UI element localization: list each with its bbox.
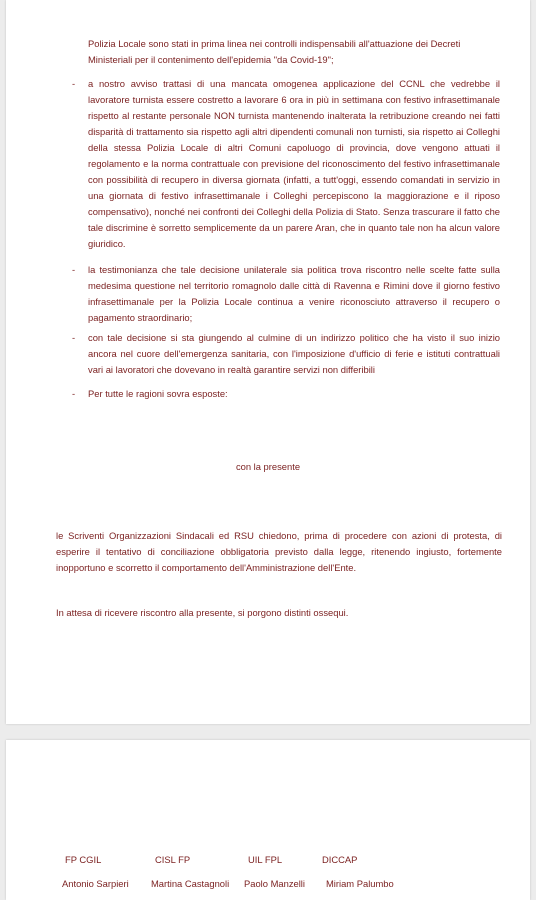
bullet-dash: - [72, 332, 76, 343]
document-page-2 [6, 740, 530, 900]
signature-name: Antonio Sarpieri [62, 878, 129, 889]
signature-name: Martina Castagnoli [151, 878, 230, 889]
signature-org: CISL FP [155, 854, 191, 865]
signature-name: Paolo Manzelli [244, 878, 305, 889]
bullet-dash: - [72, 78, 76, 89]
bullet-text: Per tutte le ragioni sovra esposte: [88, 388, 228, 399]
signature-org: UIL FPL [248, 854, 283, 865]
bullet-text: a nostro avviso trattasi di una mancata omogenea applicazione del CCNL che vedrebbe il lavoratore turnista essere costretto a lavorare 6 ora in più in settimana con festivo infrasettimanale rispetto al restante personale NON turnista mantenendo inalterata la retribuzione creando nei fatti disparità di trattamento sia rispetto agli altri dipendenti comunali non turnisti, sia rispetto ai Colleghi della stessa Polizia Locale di altri Comuni capoluogo di provincia, dove vengono attuati il regolamento e la norma contrattuale con previsione del riconoscimento del festivo infrasettimanale con possibilità di recupero in diversa giornata (infatti, a tutt'oggi, essendo comandati in servizio in una giornata di festivo infrasettimanale i Colleghi percepiscono la maggiorazione e il riposo compensativo), nonché nei confronti dei Colleghi della Polizia di Stato. Senza trascurare il fatto che tale discrimine è sorretto semplicemente da un parere Aran, che in quanto tale non ha alcun valore giuridico. [88, 78, 500, 249]
intro-paragraph: Polizia Locale sono stati in prima linea nei controlli indispensabili all'attuazione dei Decreti Ministeriali per il contenimento dell'epidemia "da Covid-19"; [88, 38, 461, 65]
bullet-text: con tale decisione si sta giungendo al culmine di un indirizzo politico che ha visto il suo inizio ancora nel cuore dell'emergenza sanitaria, con l'imposizione d'ufficio di ferie e istituti contrattuali vari ai lavoratori che dovevano in realtà garantire servizi non differibili [88, 332, 500, 375]
document-page-1 [6, 0, 530, 724]
center-heading: con la presente [235, 461, 301, 472]
signature-org: FP CGIL [65, 854, 102, 865]
bullet-dash: - [72, 388, 76, 399]
signature-org: DICCAP [322, 854, 358, 865]
signature-name: Miriam Palumbo [326, 878, 394, 889]
bullet-dash: - [72, 264, 76, 275]
request-paragraph: le Scriventi Organizzazioni Sindacali ed RSU chiedono, prima di procedere con azioni di protesta, di esperire il tentativo di conciliazione obbligatoria previsto dalla legge, ritenendo ingiusto, fortemente inopportuno e scorretto il comportamento dell'Amministrazione dell'Ente. [56, 530, 502, 573]
closing-paragraph: In attesa di ricevere riscontro alla presente, si porgono distinti ossequi. [56, 607, 349, 618]
bullet-text: la testimonianza che tale decisione unilaterale sia politica trova riscontro nelle scelte fatte sulla medesima questione nel territorio romagnolo dalle città di Ravenna e Rimini dove il giorno festivo infrasettimanale per la Polizia Locale continua a venire riconosciuto attraverso il recupero o pagamento straordinario; [88, 264, 500, 323]
